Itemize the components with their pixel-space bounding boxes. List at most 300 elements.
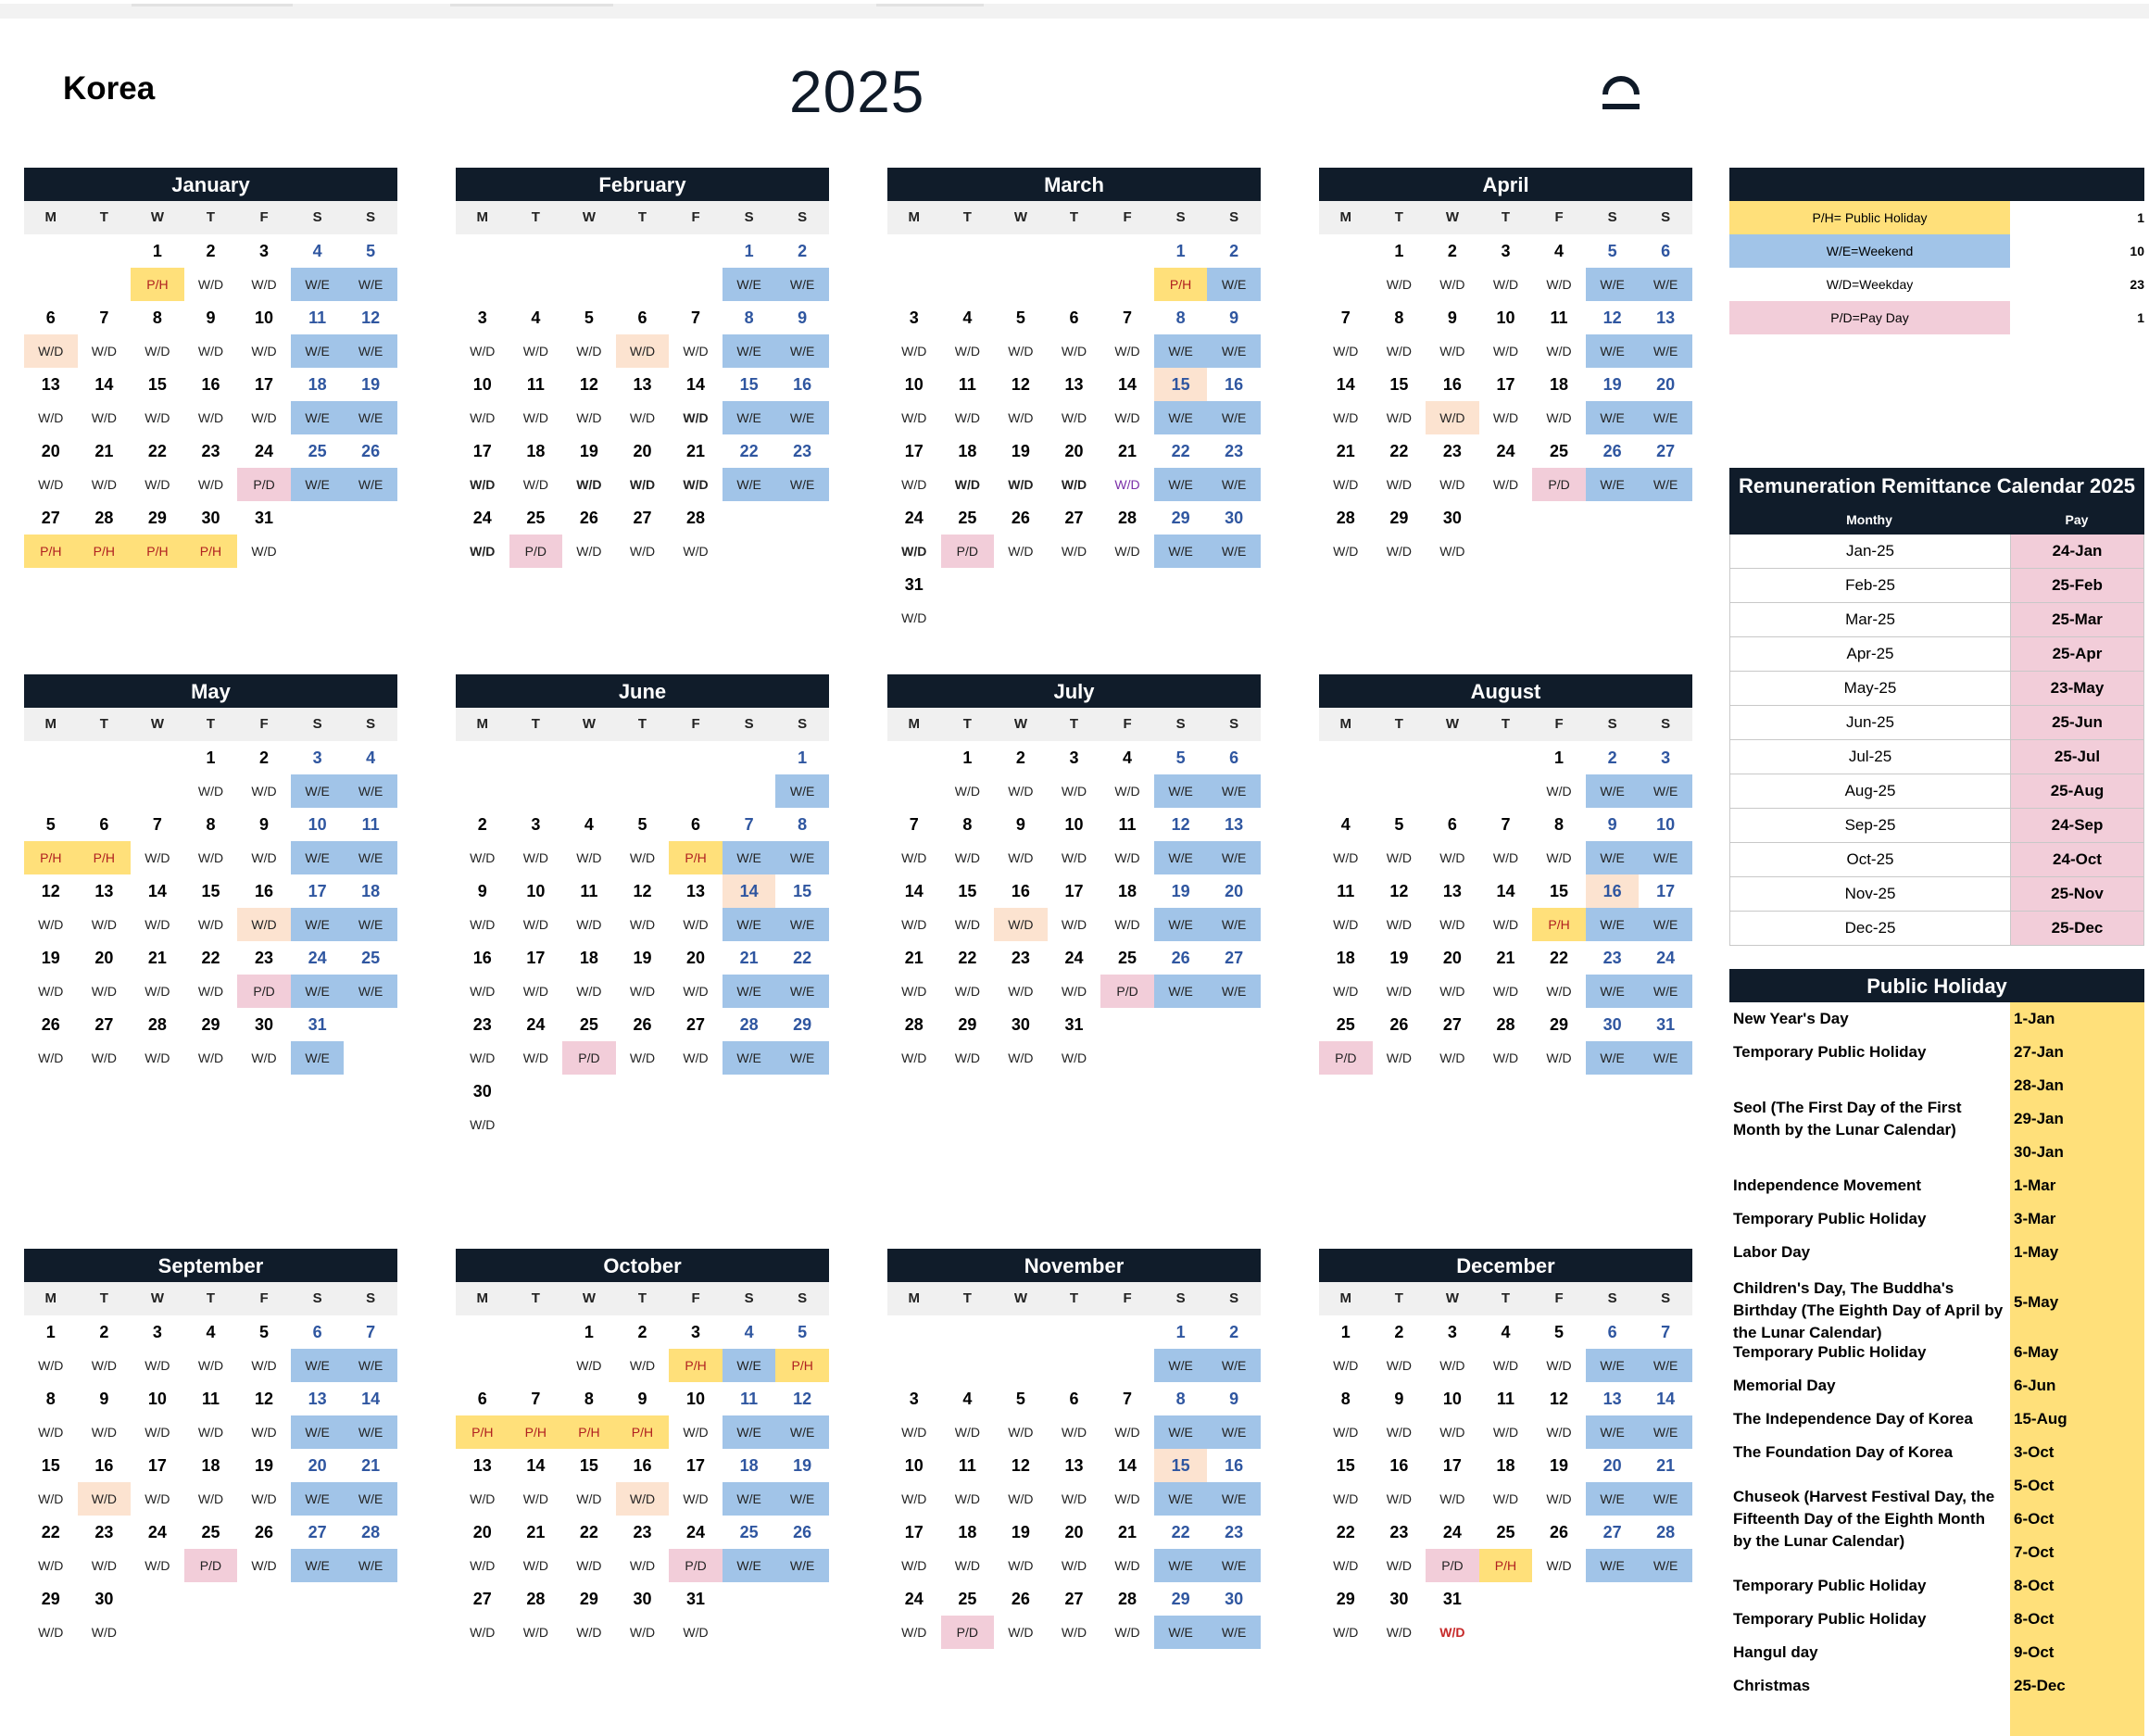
day-number[interactable]: 3 bbox=[531, 815, 541, 834]
day-status-wd[interactable]: W/D bbox=[1008, 477, 1034, 492]
day-number[interactable]: 30 bbox=[1011, 1015, 1030, 1034]
day-number[interactable]: 17 bbox=[1064, 882, 1084, 900]
day-number[interactable]: 13 bbox=[1656, 308, 1676, 327]
day-status-wd[interactable]: W/D bbox=[251, 784, 277, 799]
day-status-we[interactable]: W/E bbox=[1154, 908, 1208, 941]
day-status-wd[interactable]: W/D bbox=[1008, 784, 1034, 799]
day-number[interactable]: 15 bbox=[1154, 368, 1208, 401]
day-status-wd[interactable]: W/D bbox=[470, 1491, 496, 1506]
day-status-wd[interactable]: W/D bbox=[901, 544, 927, 559]
day-status-wd[interactable]: W/D bbox=[1439, 544, 1465, 559]
day-status-we[interactable]: W/E bbox=[775, 908, 829, 941]
day-number[interactable]: 26 bbox=[255, 1523, 274, 1541]
day-number[interactable]: 31 bbox=[1656, 1015, 1676, 1034]
day-number[interactable]: 24 bbox=[147, 1523, 167, 1541]
day-number[interactable]: 22 bbox=[793, 949, 812, 967]
day-number[interactable]: 5 bbox=[798, 1323, 808, 1341]
day-number[interactable]: 25 bbox=[361, 949, 381, 967]
day-status-wd[interactable]: W/D bbox=[251, 277, 277, 292]
day-status-wd[interactable]: W/D bbox=[251, 344, 277, 359]
day-status-we[interactable]: W/E bbox=[723, 268, 776, 301]
day-status-we[interactable]: W/E bbox=[775, 1041, 829, 1075]
day-status-we[interactable]: W/E bbox=[1639, 1041, 1692, 1075]
day-status-we[interactable]: W/E bbox=[1586, 1415, 1640, 1449]
day-status-wd[interactable]: W/D bbox=[576, 850, 602, 865]
day-status-we[interactable]: W/E bbox=[1586, 908, 1640, 941]
day-status-wd[interactable]: W/D bbox=[470, 544, 496, 559]
day-number[interactable]: 27 bbox=[41, 509, 60, 527]
day-number[interactable]: 16 bbox=[633, 1456, 652, 1475]
day-status-we[interactable]: W/E bbox=[344, 1349, 397, 1382]
day-number[interactable]: 7 bbox=[1661, 1323, 1671, 1341]
day-number[interactable]: 31 bbox=[1442, 1590, 1462, 1608]
day-status-wd[interactable]: W/D bbox=[1386, 544, 1412, 559]
day-number[interactable]: 15 bbox=[579, 1456, 598, 1475]
day-number[interactable]: 24 bbox=[1656, 949, 1676, 967]
day-status-wd[interactable]: W/D bbox=[576, 477, 602, 492]
day-number[interactable]: 11 bbox=[308, 308, 327, 327]
day-number[interactable]: 11 bbox=[958, 1456, 976, 1475]
day-status-wd[interactable]: W/D bbox=[1386, 410, 1412, 425]
day-number[interactable]: 15 bbox=[201, 882, 220, 900]
day-number[interactable]: 19 bbox=[41, 949, 60, 967]
day-number[interactable]: 6 bbox=[1607, 1323, 1617, 1341]
day-number[interactable]: 1 bbox=[1340, 1323, 1351, 1341]
day-number[interactable]: 27 bbox=[308, 1523, 327, 1541]
day-number[interactable]: 23 bbox=[793, 442, 812, 460]
day-number[interactable]: 9 bbox=[1229, 1390, 1239, 1408]
day-status-we[interactable]: W/E bbox=[1207, 841, 1261, 874]
day-number[interactable]: 18 bbox=[361, 882, 381, 900]
day-number[interactable]: 2 bbox=[1607, 748, 1617, 767]
day-status-we[interactable]: W/E bbox=[344, 774, 397, 808]
day-status-we[interactable]: W/E bbox=[1639, 468, 1692, 501]
day-number[interactable]: 17 bbox=[472, 442, 492, 460]
day-number[interactable]: 27 bbox=[94, 1015, 114, 1034]
day-status-we[interactable]: W/E bbox=[775, 268, 829, 301]
day-status-wd[interactable]: W/D bbox=[78, 1482, 132, 1516]
day-status-wd[interactable]: W/D bbox=[470, 1558, 496, 1573]
day-number[interactable]: 7 bbox=[1123, 308, 1133, 327]
day-status-wd[interactable]: W/D bbox=[1386, 1050, 1412, 1065]
day-number[interactable]: 24 bbox=[1442, 1523, 1462, 1541]
day-number[interactable]: 24 bbox=[1496, 442, 1515, 460]
day-status-wd[interactable]: W/D bbox=[1439, 1625, 1465, 1640]
day-status-wd[interactable]: W/D bbox=[1386, 850, 1412, 865]
day-number[interactable]: 8 bbox=[1554, 815, 1565, 834]
day-number[interactable]: 28 bbox=[1118, 509, 1137, 527]
day-status-we[interactable]: W/E bbox=[723, 1415, 776, 1449]
day-number[interactable]: 6 bbox=[1661, 242, 1671, 260]
day-status-we[interactable]: W/E bbox=[1154, 401, 1208, 434]
day-number[interactable]: 26 bbox=[1389, 1015, 1409, 1034]
day-number[interactable]: 2 bbox=[637, 1323, 647, 1341]
day-number[interactable]: 11 bbox=[201, 1390, 220, 1408]
day-number[interactable]: 19 bbox=[793, 1456, 812, 1475]
day-status-wd[interactable]: W/D bbox=[1492, 344, 1519, 359]
day-number[interactable]: 8 bbox=[584, 1390, 594, 1408]
day-status-wd[interactable]: W/D bbox=[1492, 1491, 1519, 1506]
day-number[interactable]: 11 bbox=[1337, 882, 1355, 900]
day-number[interactable]: 1 bbox=[152, 242, 162, 260]
day-number[interactable]: 26 bbox=[793, 1523, 812, 1541]
day-number[interactable]: 6 bbox=[1069, 308, 1079, 327]
day-status-we[interactable]: W/E bbox=[1586, 774, 1640, 808]
day-status-we[interactable]: W/E bbox=[344, 401, 397, 434]
day-number[interactable]: 15 bbox=[793, 882, 812, 900]
day-status-wd[interactable]: W/D bbox=[145, 1358, 170, 1373]
day-status-wd[interactable]: W/D bbox=[1546, 984, 1572, 999]
day-status-we[interactable]: W/E bbox=[775, 774, 829, 808]
day-number[interactable]: 12 bbox=[633, 882, 652, 900]
day-number[interactable]: 27 bbox=[472, 1590, 492, 1608]
day-status-we[interactable]: W/E bbox=[1207, 334, 1261, 368]
day-status-we[interactable]: W/E bbox=[775, 334, 829, 368]
day-number[interactable]: 29 bbox=[793, 1015, 812, 1034]
day-status-we[interactable]: W/E bbox=[291, 774, 345, 808]
day-status-we[interactable]: W/E bbox=[723, 1549, 776, 1582]
day-number[interactable]: 14 bbox=[94, 375, 114, 394]
day-status-wd[interactable]: W/D bbox=[683, 477, 709, 492]
day-number[interactable]: 22 bbox=[201, 949, 220, 967]
day-status-wd[interactable]: W/D bbox=[1114, 477, 1140, 492]
day-status-wd[interactable]: W/D bbox=[1061, 544, 1087, 559]
day-number[interactable]: 21 bbox=[686, 442, 706, 460]
day-number[interactable]: 22 bbox=[1171, 1523, 1190, 1541]
day-status-wd[interactable]: W/D bbox=[470, 410, 496, 425]
day-status-wd[interactable]: W/D bbox=[1546, 784, 1572, 799]
day-status-pd[interactable]: P/D bbox=[1100, 975, 1154, 1008]
day-status-we[interactable]: W/E bbox=[1586, 841, 1640, 874]
day-number[interactable]: 24 bbox=[526, 1015, 546, 1034]
day-number[interactable]: 2 bbox=[1394, 1323, 1404, 1341]
day-number[interactable]: 29 bbox=[1171, 1590, 1190, 1608]
day-number[interactable]: 20 bbox=[308, 1456, 327, 1475]
day-number[interactable]: 18 bbox=[201, 1456, 220, 1475]
day-number[interactable]: 17 bbox=[1496, 375, 1515, 394]
day-number[interactable]: 20 bbox=[633, 442, 652, 460]
day-number[interactable]: 4 bbox=[312, 242, 322, 260]
day-status-we[interactable]: W/E bbox=[723, 975, 776, 1008]
day-status-wd[interactable]: W/D bbox=[470, 1625, 496, 1640]
day-status-wd[interactable]: W/D bbox=[1114, 410, 1140, 425]
day-status-wd[interactable]: W/D bbox=[91, 344, 117, 359]
day-status-wd[interactable]: W/D bbox=[1114, 784, 1140, 799]
day-number[interactable]: 17 bbox=[904, 442, 924, 460]
day-status-wd[interactable]: W/D bbox=[629, 544, 656, 559]
day-status-wd[interactable]: W/D bbox=[1061, 410, 1087, 425]
day-status-wd[interactable]: W/D bbox=[629, 1558, 656, 1573]
day-number[interactable]: 11 bbox=[1550, 308, 1568, 327]
day-status-ph[interactable]: P/H bbox=[562, 1415, 616, 1449]
day-number[interactable]: 25 bbox=[1118, 949, 1137, 967]
day-number[interactable]: 26 bbox=[1171, 949, 1190, 967]
day-number[interactable]: 28 bbox=[526, 1590, 546, 1608]
day-number[interactable]: 31 bbox=[1064, 1015, 1084, 1034]
day-status-wd[interactable]: W/D bbox=[1492, 917, 1519, 932]
day-number[interactable]: 4 bbox=[366, 748, 376, 767]
day-number[interactable]: 2 bbox=[206, 242, 216, 260]
day-status-we[interactable]: W/E bbox=[1207, 401, 1261, 434]
day-number[interactable]: 29 bbox=[1389, 509, 1409, 527]
day-number[interactable]: 7 bbox=[152, 815, 162, 834]
day-number[interactable]: 10 bbox=[1496, 308, 1515, 327]
day-status-wd[interactable]: W/D bbox=[1333, 917, 1359, 932]
day-status-wd[interactable]: W/D bbox=[1386, 1358, 1412, 1373]
day-status-wd[interactable]: W/D bbox=[145, 1425, 170, 1440]
day-status-wd[interactable]: W/D bbox=[522, 1491, 548, 1506]
day-status-we[interactable]: W/E bbox=[1207, 535, 1261, 568]
day-number[interactable]: 20 bbox=[41, 442, 60, 460]
day-status-we[interactable]: W/E bbox=[344, 975, 397, 1008]
day-status-ph[interactable]: P/H bbox=[24, 841, 78, 874]
day-status-ph[interactable]: P/H bbox=[78, 535, 132, 568]
day-number[interactable]: 17 bbox=[1442, 1456, 1462, 1475]
day-status-we[interactable]: W/E bbox=[1207, 908, 1261, 941]
day-number[interactable]: 20 bbox=[686, 949, 706, 967]
day-status-wd[interactable]: W/D bbox=[251, 1425, 277, 1440]
day-status-wd[interactable]: W/D bbox=[901, 917, 927, 932]
day-status-wd[interactable]: W/D bbox=[1114, 1558, 1140, 1573]
day-status-we[interactable]: W/E bbox=[775, 401, 829, 434]
day-status-wd[interactable]: W/D bbox=[1439, 1358, 1465, 1373]
day-number[interactable]: 13 bbox=[633, 375, 652, 394]
day-status-wd[interactable]: W/D bbox=[901, 1625, 927, 1640]
day-number[interactable]: 12 bbox=[1011, 1456, 1030, 1475]
day-status-wd[interactable]: W/D bbox=[1008, 1625, 1034, 1640]
day-status-wd[interactable]: W/D bbox=[1008, 410, 1034, 425]
day-status-wd[interactable]: W/D bbox=[954, 344, 980, 359]
day-status-wd[interactable]: W/D bbox=[683, 984, 709, 999]
day-number[interactable]: 4 bbox=[531, 308, 541, 327]
day-status-wd[interactable]: W/D bbox=[251, 1358, 277, 1373]
day-status-wd[interactable]: W/D bbox=[91, 1625, 117, 1640]
day-number[interactable]: 23 bbox=[1225, 1523, 1244, 1541]
day-status-pd[interactable]: P/D bbox=[1426, 1549, 1479, 1582]
day-status-wd[interactable]: W/D bbox=[683, 917, 709, 932]
day-number[interactable]: 8 bbox=[1394, 308, 1404, 327]
day-status-wd[interactable]: W/D bbox=[251, 544, 277, 559]
day-status-wd[interactable]: W/D bbox=[197, 477, 224, 492]
day-number[interactable]: 13 bbox=[94, 882, 114, 900]
day-status-wd[interactable]: W/D bbox=[1546, 1558, 1572, 1573]
day-status-we[interactable]: W/E bbox=[1154, 1549, 1208, 1582]
day-status-we[interactable]: W/E bbox=[775, 1415, 829, 1449]
day-number[interactable]: 29 bbox=[1171, 509, 1190, 527]
day-status-wd[interactable]: W/D bbox=[1386, 1558, 1412, 1573]
day-number[interactable]: 19 bbox=[1011, 442, 1030, 460]
day-status-wd[interactable]: W/D bbox=[197, 344, 224, 359]
day-status-wd[interactable]: W/D bbox=[470, 344, 496, 359]
day-status-wd[interactable]: W/D bbox=[576, 410, 602, 425]
day-status-wd[interactable]: W/D bbox=[683, 1625, 709, 1640]
day-status-wd[interactable]: W/D bbox=[576, 344, 602, 359]
day-status-we[interactable]: W/E bbox=[1639, 975, 1692, 1008]
day-status-wd[interactable]: W/D bbox=[954, 1558, 980, 1573]
day-number[interactable]: 27 bbox=[1064, 1590, 1084, 1608]
day-number[interactable]: 24 bbox=[1064, 949, 1084, 967]
day-number[interactable]: 22 bbox=[958, 949, 977, 967]
day-number[interactable]: 16 bbox=[94, 1456, 114, 1475]
day-status-wd[interactable]: W/D bbox=[683, 1050, 709, 1065]
day-status-wd[interactable]: W/D bbox=[1333, 1358, 1359, 1373]
day-status-we[interactable]: W/E bbox=[1586, 268, 1640, 301]
day-status-ph[interactable]: P/H bbox=[509, 1415, 563, 1449]
day-number[interactable]: 22 bbox=[739, 442, 759, 460]
day-status-wd[interactable]: W/D bbox=[522, 477, 548, 492]
day-number[interactable]: 9 bbox=[1447, 308, 1457, 327]
day-status-we[interactable]: W/E bbox=[1586, 1549, 1640, 1582]
day-number[interactable]: 15 bbox=[1389, 375, 1409, 394]
day-number[interactable]: 19 bbox=[361, 375, 381, 394]
day-status-wd[interactable]: W/D bbox=[1492, 277, 1519, 292]
day-status-we[interactable]: W/E bbox=[1154, 1415, 1208, 1449]
day-status-wd[interactable]: W/D bbox=[1061, 917, 1087, 932]
day-status-we[interactable]: W/E bbox=[775, 975, 829, 1008]
day-number[interactable]: 27 bbox=[1442, 1015, 1462, 1034]
day-number[interactable]: 19 bbox=[1602, 375, 1622, 394]
day-status-we[interactable]: W/E bbox=[291, 1349, 345, 1382]
day-status-wd[interactable]: W/D bbox=[901, 610, 927, 625]
day-status-wd[interactable]: W/D bbox=[251, 1050, 277, 1065]
day-status-wd[interactable]: W/D bbox=[1439, 1050, 1465, 1065]
day-number[interactable]: 28 bbox=[147, 1015, 167, 1034]
day-number[interactable]: 12 bbox=[579, 375, 598, 394]
day-number[interactable]: 30 bbox=[1442, 509, 1462, 527]
day-number[interactable]: 11 bbox=[1118, 815, 1137, 834]
day-number[interactable]: 29 bbox=[579, 1590, 598, 1608]
day-status-wd[interactable]: W/D bbox=[1439, 984, 1465, 999]
day-number[interactable]: 26 bbox=[633, 1015, 652, 1034]
day-number[interactable]: 4 bbox=[1501, 1323, 1511, 1341]
day-status-ph[interactable]: P/H bbox=[1532, 908, 1586, 941]
day-status-we[interactable]: W/E bbox=[775, 468, 829, 501]
day-number[interactable]: 1 bbox=[962, 748, 973, 767]
day-status-we[interactable]: W/E bbox=[1207, 1616, 1261, 1649]
day-number[interactable]: 25 bbox=[958, 1590, 977, 1608]
day-number[interactable]: 16 bbox=[472, 949, 492, 967]
day-number[interactable]: 10 bbox=[1442, 1390, 1462, 1408]
day-number[interactable]: 19 bbox=[255, 1456, 274, 1475]
day-status-we[interactable]: W/E bbox=[723, 1482, 776, 1516]
day-status-wd[interactable]: W/D bbox=[1386, 1425, 1412, 1440]
day-status-wd[interactable]: W/D bbox=[683, 544, 709, 559]
day-status-wd[interactable]: W/D bbox=[38, 1050, 64, 1065]
day-number[interactable]: 12 bbox=[1389, 882, 1409, 900]
day-status-wd[interactable]: W/D bbox=[197, 850, 224, 865]
day-number[interactable]: 26 bbox=[41, 1015, 60, 1034]
day-status-we[interactable]: W/E bbox=[344, 268, 397, 301]
day-number[interactable]: 7 bbox=[99, 308, 109, 327]
day-number[interactable]: 29 bbox=[958, 1015, 977, 1034]
day-status-wd[interactable]: W/D bbox=[954, 917, 980, 932]
day-number[interactable]: 13 bbox=[1064, 1456, 1084, 1475]
day-number[interactable]: 4 bbox=[206, 1323, 216, 1341]
day-number[interactable]: 5 bbox=[1394, 815, 1404, 834]
day-number[interactable]: 10 bbox=[1064, 815, 1084, 834]
day-status-we[interactable]: W/E bbox=[1154, 1349, 1208, 1382]
day-number[interactable]: 28 bbox=[1336, 509, 1355, 527]
day-number[interactable]: 14 bbox=[686, 375, 706, 394]
day-number[interactable]: 21 bbox=[1336, 442, 1355, 460]
day-number[interactable]: 24 bbox=[255, 442, 274, 460]
day-number[interactable]: 28 bbox=[739, 1015, 759, 1034]
day-number[interactable]: 21 bbox=[94, 442, 114, 460]
day-status-wd[interactable]: W/D bbox=[1439, 1491, 1465, 1506]
day-number[interactable]: 17 bbox=[308, 882, 327, 900]
day-status-we[interactable]: W/E bbox=[1586, 401, 1640, 434]
day-number[interactable]: 5 bbox=[259, 1323, 270, 1341]
day-status-ph[interactable]: P/H bbox=[616, 1415, 670, 1449]
day-status-we[interactable]: W/E bbox=[1154, 975, 1208, 1008]
day-status-wd[interactable]: W/D bbox=[1333, 477, 1359, 492]
day-number[interactable]: 20 bbox=[1602, 1456, 1622, 1475]
day-number[interactable]: 3 bbox=[152, 1323, 162, 1341]
day-number[interactable]: 20 bbox=[1656, 375, 1676, 394]
day-status-pd[interactable]: P/D bbox=[1532, 468, 1586, 501]
day-status-pd[interactable]: P/D bbox=[237, 975, 291, 1008]
day-number[interactable]: 2 bbox=[259, 748, 270, 767]
day-status-wd[interactable]: W/D bbox=[901, 850, 927, 865]
day-status-wd[interactable]: W/D bbox=[470, 984, 496, 999]
day-status-wd[interactable]: W/D bbox=[145, 850, 170, 865]
day-number[interactable]: 18 bbox=[1550, 375, 1569, 394]
day-number[interactable]: 29 bbox=[147, 509, 167, 527]
day-status-wd[interactable]: W/D bbox=[1546, 344, 1572, 359]
day-status-ph[interactable]: P/H bbox=[775, 1349, 829, 1382]
day-status-we[interactable]: W/E bbox=[1639, 841, 1692, 874]
day-status-wd[interactable]: W/D bbox=[1386, 1491, 1412, 1506]
day-number[interactable]: 14 bbox=[1336, 375, 1355, 394]
day-number[interactable]: 25 bbox=[739, 1523, 759, 1541]
day-status-we[interactable]: W/E bbox=[291, 334, 345, 368]
day-number[interactable]: 8 bbox=[962, 815, 973, 834]
day-status-we[interactable]: W/E bbox=[291, 908, 345, 941]
day-number[interactable]: 18 bbox=[579, 949, 598, 967]
day-number[interactable]: 28 bbox=[361, 1523, 381, 1541]
day-status-wd[interactable]: W/D bbox=[197, 410, 224, 425]
day-number[interactable]: 10 bbox=[472, 375, 492, 394]
day-status-we[interactable]: W/E bbox=[1207, 468, 1261, 501]
day-status-wd[interactable]: W/D bbox=[91, 410, 117, 425]
day-status-wd[interactable]: W/D bbox=[1492, 477, 1519, 492]
day-number[interactable]: 15 bbox=[958, 882, 977, 900]
day-number[interactable]: 23 bbox=[1011, 949, 1030, 967]
day-number[interactable]: 3 bbox=[1501, 242, 1511, 260]
day-number[interactable]: 16 bbox=[1442, 375, 1462, 394]
day-status-wd[interactable]: W/D bbox=[1546, 1491, 1572, 1506]
day-status-pd[interactable]: P/D bbox=[184, 1549, 238, 1582]
day-number[interactable]: 15 bbox=[1550, 882, 1569, 900]
day-status-wd[interactable]: W/D bbox=[145, 477, 170, 492]
day-number[interactable]: 5 bbox=[1015, 308, 1025, 327]
day-status-we[interactable]: W/E bbox=[344, 1482, 397, 1516]
day-status-wd[interactable]: W/D bbox=[954, 477, 980, 492]
day-status-wd[interactable]: W/D bbox=[197, 784, 224, 799]
day-number[interactable]: 13 bbox=[1442, 882, 1462, 900]
day-status-wd[interactable]: W/D bbox=[616, 334, 670, 368]
day-number[interactable]: 30 bbox=[1602, 1015, 1622, 1034]
day-number[interactable]: 11 bbox=[526, 375, 545, 394]
day-number[interactable]: 16 bbox=[1225, 375, 1244, 394]
day-number[interactable]: 27 bbox=[1225, 949, 1244, 967]
day-status-wd[interactable]: W/D bbox=[522, 984, 548, 999]
day-number[interactable]: 16 bbox=[1011, 882, 1030, 900]
day-status-wd[interactable]: W/D bbox=[1333, 984, 1359, 999]
day-status-wd[interactable]: W/D bbox=[522, 1625, 548, 1640]
day-status-we[interactable]: W/E bbox=[723, 468, 776, 501]
day-number[interactable]: 12 bbox=[1011, 375, 1030, 394]
